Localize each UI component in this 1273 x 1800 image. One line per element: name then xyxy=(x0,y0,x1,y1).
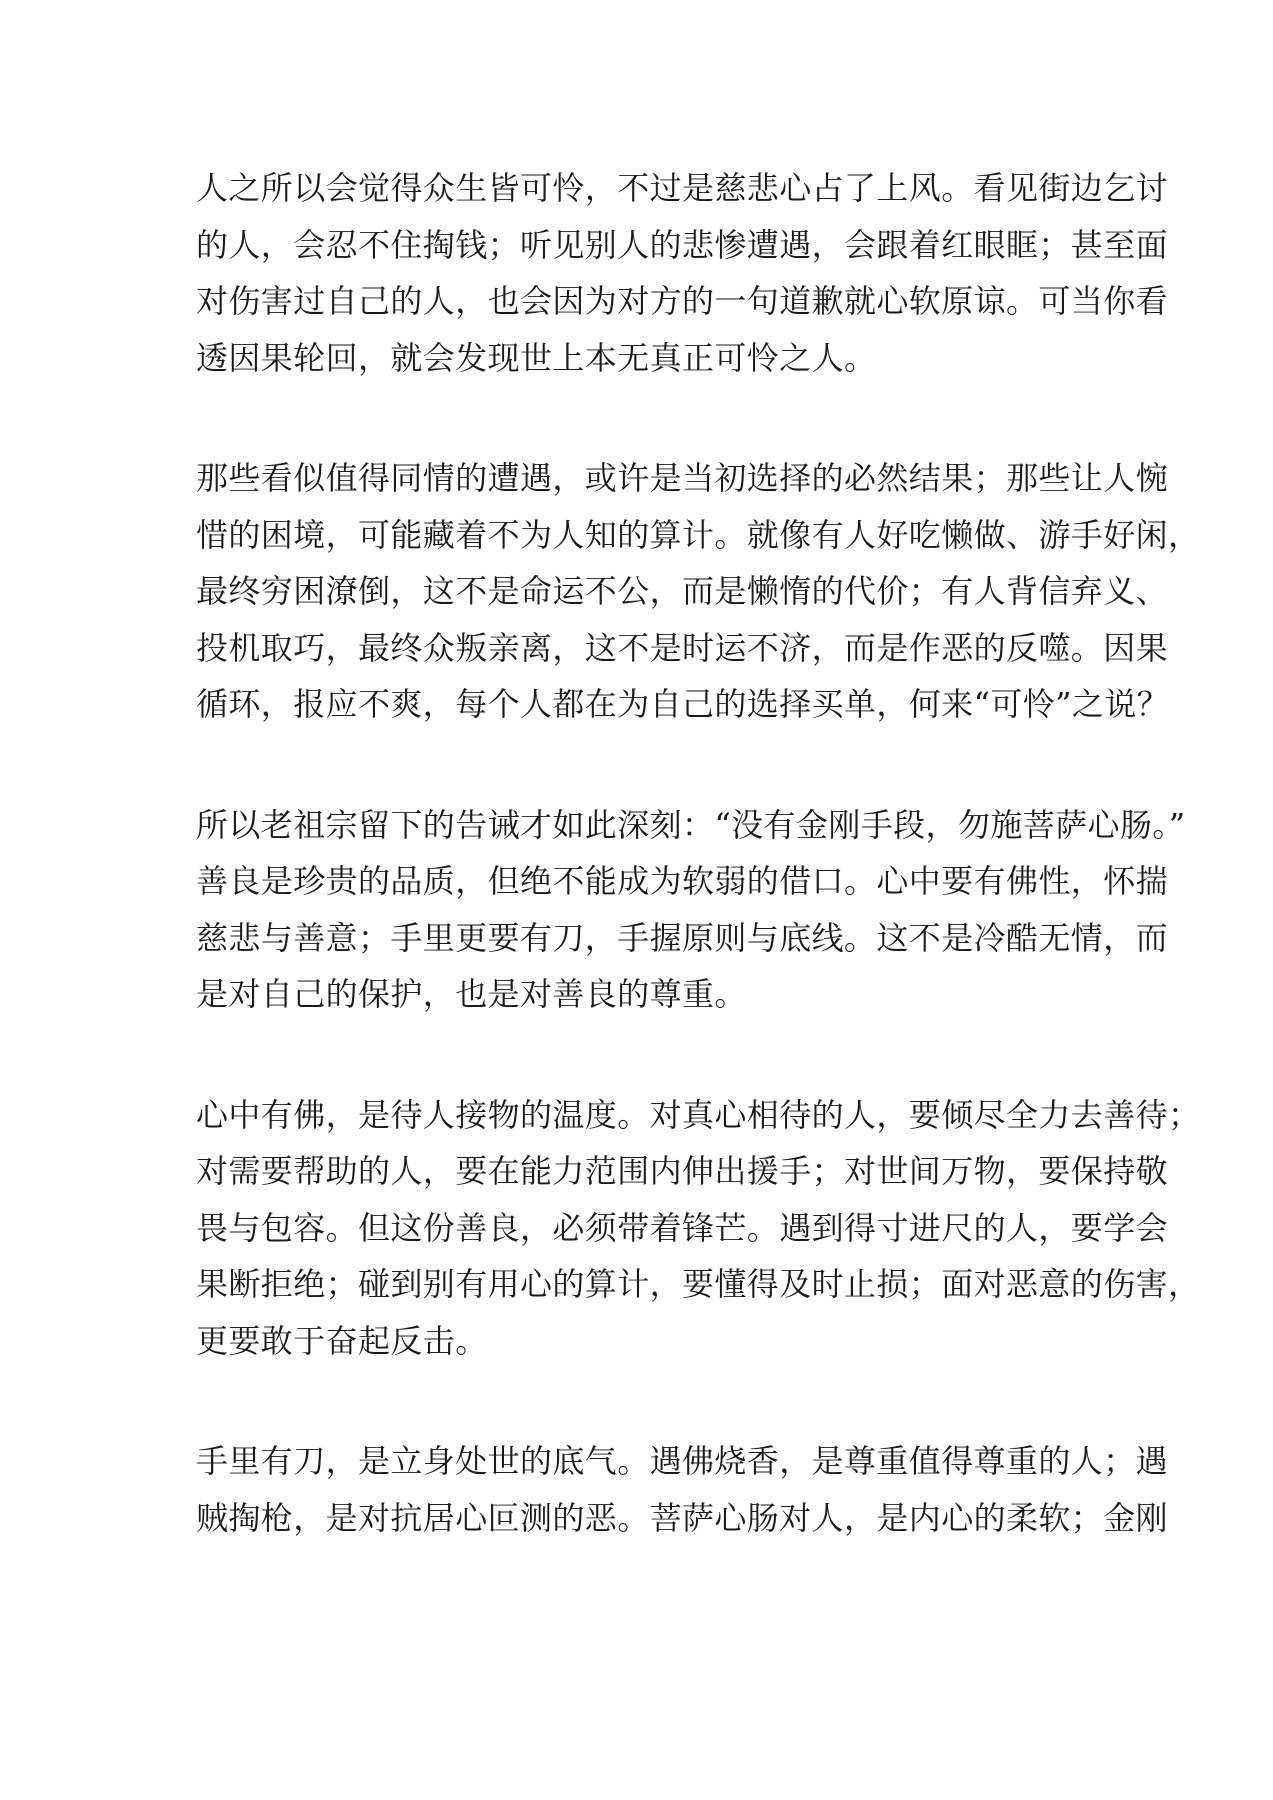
paragraph-line: 果断拒绝；碰到别有用心的算计，要懂得及时止损；面对恶意的伤害， xyxy=(196,1265,1201,1303)
paragraph-2 xyxy=(196,450,1201,733)
paragraph-line: 心中有佛，是待人接物的温度。对真心相待的人，要倾尽全力去善待； xyxy=(196,1095,1201,1134)
paragraph-line: 是对自己的保护，也是对善良的尊重。 xyxy=(196,975,747,1013)
paragraph-3 xyxy=(196,797,1186,1023)
paragraph-line: 透因果轮回，就会发现世上本无真正可怜之人。 xyxy=(196,338,877,377)
paragraph-line: 善良是珍贵的品质，但绝不能成为软弱的借口。心中要有佛性，怀揣 xyxy=(196,862,1169,900)
paragraph-line: 贼掏枪，是对抗居心叵测的恶。菩萨心肠对人，是内心的柔软；金刚 xyxy=(196,1498,1169,1537)
paragraph-4 xyxy=(196,1087,1201,1370)
paragraph-line: 更要敢于奋起反击。 xyxy=(196,1321,488,1360)
paragraph-line: 人之所以会觉得众生皆可怜，不过是慈悲心占了上风。看见街边乞讨 xyxy=(196,169,1169,207)
paragraph-line: 惜的困境，可能藏着不为人知的算计。就像有人好吃懒做、游手好闲， xyxy=(196,515,1201,554)
paragraph-line: 对需要帮助的人，要在能力范围内伸出援手；对世间万物，要保持敬 xyxy=(196,1152,1169,1190)
paragraph-line: 对伤害过自己的人，也会因为对方的一句道歉就心软原谅。可当你看 xyxy=(196,282,1169,320)
paragraph-line: 投机取巧，最终众叛亲离，这不是时运不济，而是作恶的反噬。因果 xyxy=(196,628,1169,667)
paragraph-line: 的人，会忍不住掏钱；听见别人的悲惨遭遇，会跟着红眼眶；甚至面 xyxy=(196,225,1169,264)
paragraph-line: 那些看似值得同情的遭遇，或许是当初选择的必然结果；那些让人惋 xyxy=(196,459,1169,497)
paragraph-line: 畏与包容。但这份善良，必须带着锋芒。遇到得寸进尺的人，要学会 xyxy=(196,1208,1169,1247)
document-body xyxy=(196,160,1201,1610)
paragraph-line: 最终穷困潦倒，这不是命运不公，而是懒惰的代价；有人背信弃义、 xyxy=(196,572,1169,610)
paragraph-line: 慈悲与善意；手里更要有刀，手握原则与底线。这不是冷酷无情，而 xyxy=(196,918,1169,957)
paragraph-1 xyxy=(196,160,1169,386)
paragraph-line: 循环，报应不爽，每个人都在为自己的选择买单，何来“可怜”之说？ xyxy=(196,685,1170,723)
paragraph-line: 所以老祖宗留下的告诫才如此深刻：“没有金刚手段，勿施菩萨心肠。” xyxy=(196,805,1186,844)
paragraph-5 xyxy=(196,1433,1169,1546)
paragraph-line: 手里有刀，是立身处世的底气。遇佛烧香，是尊重值得尊重的人；遇 xyxy=(196,1442,1169,1480)
